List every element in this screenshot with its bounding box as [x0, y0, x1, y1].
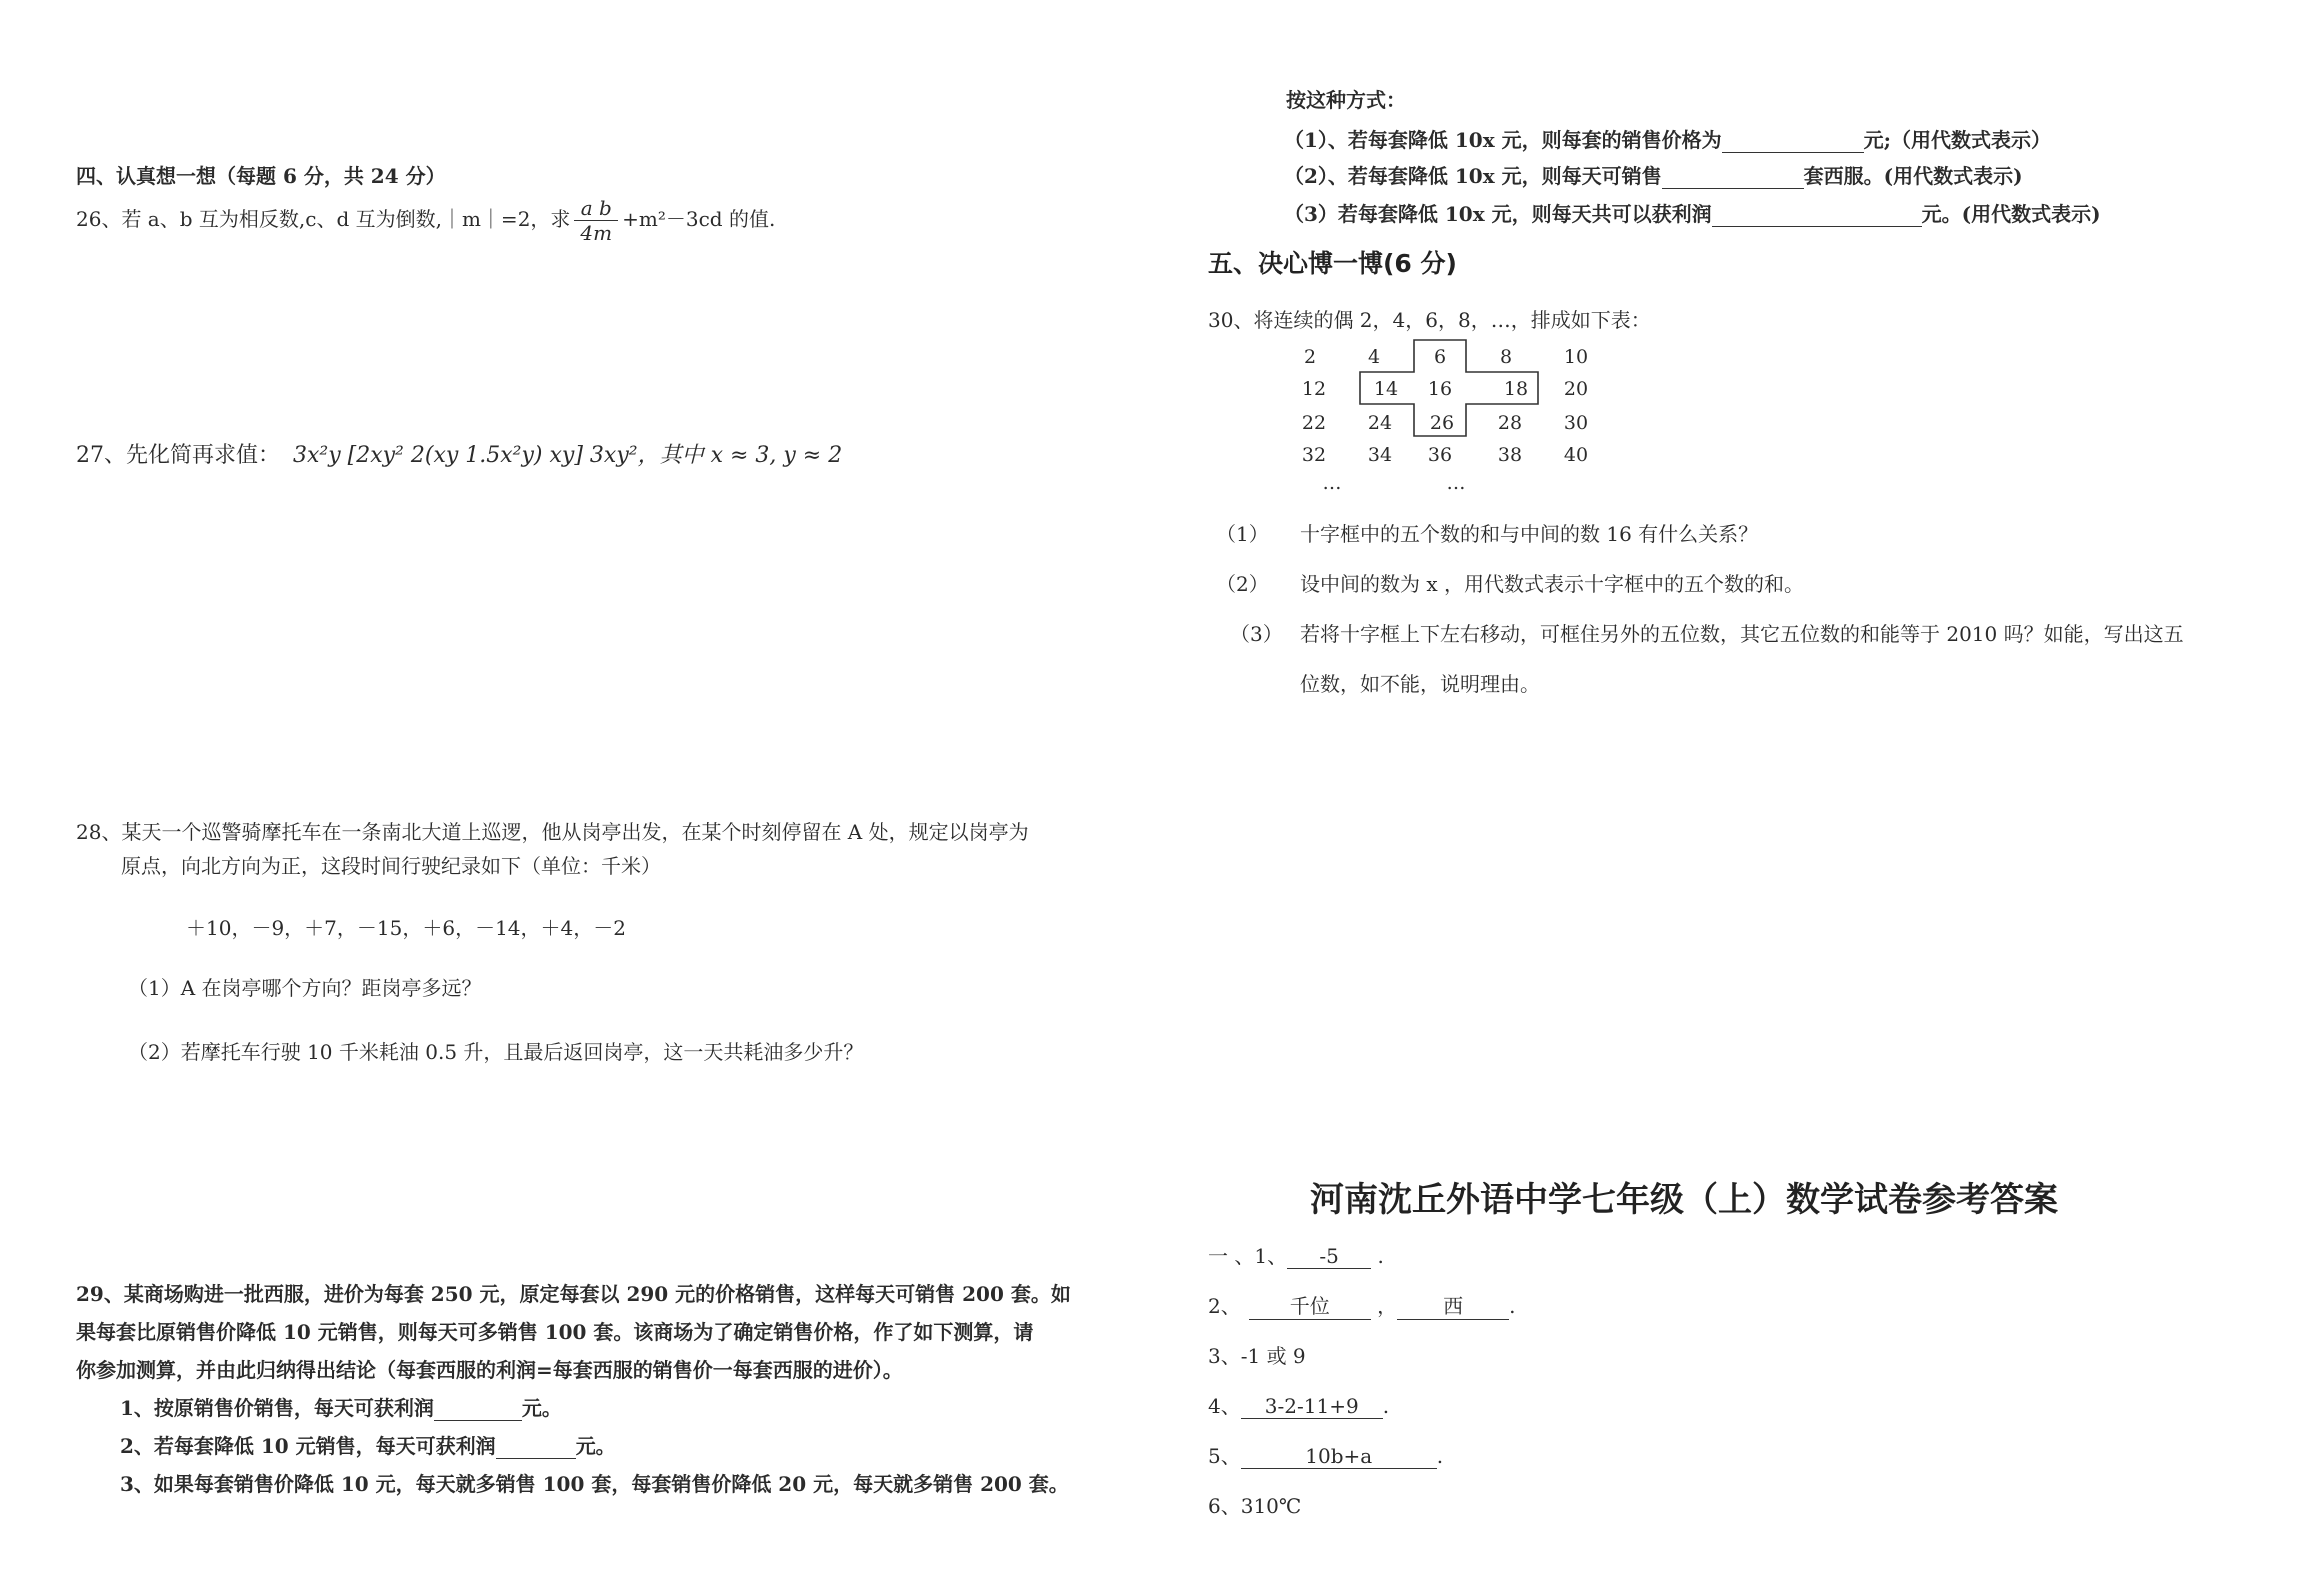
- answer-5-value: 10b+a: [1241, 1444, 1437, 1469]
- q26-frac-denominator: 4m: [580, 221, 613, 245]
- q30-sub1-number: （1）: [1216, 522, 1269, 546]
- section5-heading: 五、决心博一博(6 分): [1208, 249, 1457, 278]
- right-item2-blank[interactable]: [1662, 164, 1804, 189]
- table-cell: 2: [1303, 346, 1317, 368]
- q29-line1: 29、某商场购进一批西服，进价为每套 250 元，原定每套以 290 元的价格销售，这样每天可销售 200 套。如: [76, 1282, 1071, 1306]
- q29-item2-text: 2、若每套降低 10 元销售，每天可获利润: [120, 1434, 496, 1458]
- table-ellipsis: …: [1446, 472, 1466, 494]
- right-item1-unit: 元;（用代数式表示）: [1863, 128, 2051, 152]
- q28-sub2: （2）若摩托车行驶 10 千米耗油 0.5 升，且最后返回岗亭，这一天共耗油多少升？: [128, 1040, 864, 1064]
- q28-sub1: （1）A 在岗亭哪个方向？距岗亭多远？: [128, 976, 482, 1000]
- q29-item1-blank[interactable]: [434, 1396, 522, 1421]
- question-26: [76, 196, 775, 245]
- q29-line3: 你参加测算，并由此归纳得出结论（每套西服的利润=每套西服的销售价一每套西服的进价）。: [76, 1358, 903, 1382]
- answer-1-value: -5: [1287, 1244, 1371, 1269]
- table-cell: 24: [1367, 412, 1393, 434]
- right-item2-text: （2）、若每套降低 10x 元，则每天可销售: [1284, 164, 1662, 188]
- table-cell: 34: [1367, 444, 1393, 466]
- right-item1-text: （1）、若每套降低 10x 元，则每套的销售价格为: [1284, 128, 1722, 152]
- q29-item2-blank[interactable]: [496, 1434, 576, 1459]
- q30-sub3-number: （3）: [1230, 622, 1283, 646]
- answer-5: 5、 10b+a .: [1208, 1444, 1444, 1468]
- right-item3-unit: 元。(用代数式表示): [1921, 202, 2101, 226]
- table-cell: 26: [1429, 412, 1455, 434]
- table-cell: 20: [1563, 378, 1589, 400]
- q29-item2-unit: 元。: [575, 1434, 616, 1458]
- answer-6: 6、310℃: [1208, 1494, 1302, 1518]
- answer-1: 一 、1、 -5 .: [1208, 1244, 1384, 1268]
- q30-sub3-line2: 位数，如不能，说明理由。: [1300, 672, 1540, 696]
- question-27: [76, 438, 842, 469]
- q30-sub1: 十字框中的五个数的和与中间的数 16 有什么关系？: [1300, 522, 1759, 546]
- right-item1: [1284, 124, 2051, 153]
- q26-frac-numerator: a b: [574, 196, 618, 221]
- q28-line2: 原点，向北方向为正，这段时间行驶纪录如下（单位：千米）: [121, 854, 661, 878]
- section4-heading: 四、认真想一想（每题 6 分，共 24 分）: [76, 164, 446, 188]
- answer-5-label: 5、: [1208, 1444, 1241, 1468]
- q28-line1: 28、某天一个巡警骑摩托车在一条南北大道上巡逻，他从岗亭出发，在某个时刻停留在 A 处，规定以岗亭为: [76, 820, 1029, 844]
- right-item1-blank[interactable]: [1722, 128, 1864, 153]
- even-number-table: [1290, 338, 1590, 498]
- table-cell: 28: [1497, 412, 1523, 434]
- table-cell: 30: [1563, 412, 1589, 434]
- q27-expression: 3x²y [2xy² 2(xy 1.5x²y) xy] 3xy²: [293, 443, 638, 468]
- q27-prefix: 27、先化简再求值：: [76, 443, 280, 468]
- answer-2-label: 2、: [1208, 1294, 1241, 1318]
- q29-item2: [120, 1430, 616, 1459]
- q27-condition: ，其中 x ≈ 3, y ≈ 2: [637, 443, 843, 468]
- table-cell: 12: [1301, 378, 1327, 400]
- table-cell: 4: [1367, 346, 1381, 368]
- q26-prefix: 26、若 a、b 互为相反数,c、d 互为倒数,｜m｜=2，求: [76, 207, 571, 231]
- q26-suffix: +m²－3cd 的值.: [622, 207, 776, 231]
- q29-item1-unit: 元。: [521, 1396, 562, 1420]
- table-cell: 36: [1427, 444, 1453, 466]
- method-label: 按这种方式：: [1286, 88, 1406, 112]
- answer-2-value-b: 西: [1397, 1290, 1509, 1320]
- right-item3-blank[interactable]: [1712, 202, 1922, 227]
- answer-1-label: 一 、1、: [1208, 1244, 1288, 1268]
- table-cell: 40: [1563, 444, 1589, 466]
- q30-intro: 30、将连续的偶 2，4，6，8，…，排成如下表：: [1208, 308, 1651, 332]
- q30-sub2-number: （2）: [1216, 572, 1269, 596]
- table-cell: 6: [1433, 346, 1447, 368]
- q29-item1-text: 1、按原销售价销售，每天可获利润: [120, 1396, 434, 1420]
- answer-4: 4、 3-2-11+9 .: [1208, 1394, 1390, 1418]
- q26-fraction: [574, 196, 618, 245]
- q29-item3: 3、如果每套销售价降低 10 元，每天就多销售 100 套，每套销售价降低 20 元，每天就多销售 200 套。: [120, 1472, 1069, 1496]
- table-cell: 18: [1503, 378, 1529, 400]
- right-item3: [1284, 198, 2101, 227]
- table-cell: 22: [1301, 412, 1327, 434]
- table-cell: 10: [1563, 346, 1589, 368]
- table-cell: 32: [1301, 444, 1327, 466]
- table-cell: 16: [1427, 378, 1453, 400]
- right-item2: [1284, 160, 2023, 189]
- answer-key-title: 河南沈丘外语中学七年级（上）数学试卷参考答案: [1310, 1180, 2058, 1220]
- answer-2-value-a: 千位: [1249, 1290, 1371, 1320]
- table-ellipsis: …: [1322, 472, 1342, 494]
- right-item2-unit: 套西服。(用代数式表示): [1803, 164, 2023, 188]
- right-item3-text: （3）若每套降低 10x 元，则每天共可以获利润: [1284, 202, 1712, 226]
- answer-4-value: 3-2-11+9: [1241, 1394, 1383, 1419]
- table-cell: 14: [1373, 378, 1399, 400]
- table-cell: 38: [1497, 444, 1523, 466]
- answer-3: 3、-1 或 9: [1208, 1344, 1306, 1368]
- q28-data: ＋10，－9，＋7，－15，＋6，－14，＋4，－2: [186, 916, 626, 940]
- q29-line2: 果每套比原销售价降低 10 元销售，则每天可多销售 100 套。该商场为了确定销售价格，作了如下测算，请: [76, 1320, 1034, 1344]
- q30-sub2: 设中间的数为 x ，用代数式表示十字框中的五个数的和。: [1300, 572, 1804, 596]
- table-cell: 8: [1499, 346, 1513, 368]
- answer-2: 2、 千位 ， 西 .: [1208, 1290, 1515, 1320]
- answer-4-label: 4、: [1208, 1394, 1241, 1418]
- q29-item1: [120, 1392, 562, 1421]
- q30-sub3-line1: 若将十字框上下左右移动，可框住另外的五位数，其它五位数的和能等于 2010 吗？如能，写出这五: [1300, 622, 2184, 646]
